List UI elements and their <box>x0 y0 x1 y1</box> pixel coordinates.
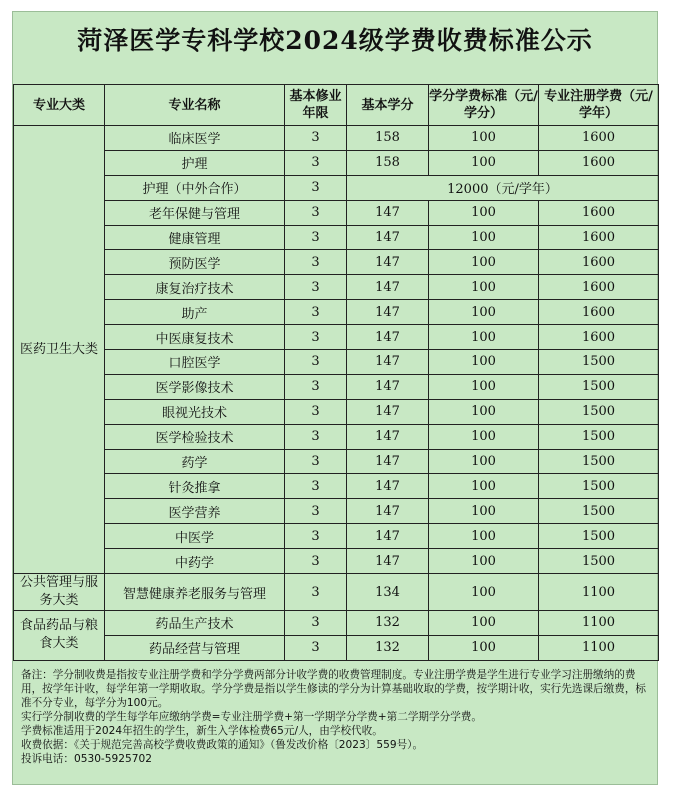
years-cell: 3 <box>285 275 347 300</box>
years-cell: 3 <box>285 175 347 200</box>
reg-fee-cell: 1500 <box>539 424 659 449</box>
merged-fee-cell: 12000（元/学年） <box>347 175 659 200</box>
reg-fee-cell: 1100 <box>539 574 659 611</box>
credit-fee-cell: 100 <box>429 611 539 636</box>
years-cell: 3 <box>285 635 347 660</box>
major-cell: 药品生产技术 <box>105 611 285 636</box>
table-row <box>14 399 659 424</box>
years-cell: 3 <box>285 225 347 250</box>
table-row <box>14 250 659 275</box>
years-cell: 3 <box>285 250 347 275</box>
credits-cell: 147 <box>347 524 429 549</box>
reg-fee-cell: 1500 <box>539 474 659 499</box>
credits-cell: 147 <box>347 250 429 275</box>
reg-fee-cell: 1600 <box>539 300 659 325</box>
credits-cell: 147 <box>347 200 429 225</box>
table-row <box>14 374 659 399</box>
table-row <box>14 325 659 350</box>
note-line: 学费标准适用于2024年招生的学生，新生入学体检费65元/人，由学校代收。 <box>21 725 383 737</box>
notes-section <box>21 668 653 766</box>
table-row <box>14 611 659 636</box>
reg-fee-cell: 1500 <box>539 549 659 574</box>
table-row <box>14 635 659 660</box>
note-line: 实行学分制收费的学生每学年应缴纳学费=专业注册学费+第一学期学分学费+第二学期学分学费。 <box>21 711 482 723</box>
years-cell: 3 <box>285 200 347 225</box>
credit-fee-cell: 100 <box>429 126 539 151</box>
years-cell: 3 <box>285 499 347 524</box>
credit-fee-cell: 100 <box>429 524 539 549</box>
credits-cell: 158 <box>347 150 429 175</box>
credit-fee-cell: 100 <box>429 549 539 574</box>
credits-cell: 147 <box>347 399 429 424</box>
major-cell: 康复治疗技术 <box>105 275 285 300</box>
major-cell: 助产 <box>105 300 285 325</box>
major-cell: 药品经营与管理 <box>105 635 285 660</box>
reg-fee-cell: 1600 <box>539 225 659 250</box>
credits-cell: 147 <box>347 325 429 350</box>
credits-cell: 147 <box>347 350 429 375</box>
table-row <box>14 524 659 549</box>
header-years: 基本修业年限 <box>285 85 347 126</box>
table-row <box>14 225 659 250</box>
major-cell: 中医康复技术 <box>105 325 285 350</box>
note-line: 备注：学分制收费是指按专业注册学费和学分学费两部分计收学费的收费管理制度。专业注册学费是学生进行专业学习注册缴纳的费用，按学年计收，每学年第一学期收取。学分学费是指以学生修读的学分为计算基础收取的学费，按学期计收，实行先选课后缴费，标准不分专业，每学分为100元。 <box>21 669 647 709</box>
credit-fee-cell: 100 <box>429 225 539 250</box>
reg-fee-cell: 1500 <box>539 399 659 424</box>
years-cell: 3 <box>285 611 347 636</box>
page-title: 菏泽医学专科学校2024级学费收费标准公示 <box>77 26 593 55</box>
credits-cell: 134 <box>347 574 429 611</box>
reg-fee-cell: 1600 <box>539 325 659 350</box>
reg-fee-cell: 1500 <box>539 350 659 375</box>
years-cell: 3 <box>285 325 347 350</box>
table-row <box>14 574 659 611</box>
major-cell: 智慧健康养老服务与管理 <box>105 574 285 611</box>
credits-cell: 147 <box>347 374 429 399</box>
credits-cell: 132 <box>347 635 429 660</box>
reg-fee-cell: 1600 <box>539 126 659 151</box>
credits-cell: 147 <box>347 225 429 250</box>
credits-cell: 147 <box>347 424 429 449</box>
category-cell: 医药卫生大类 <box>14 126 105 574</box>
table-row <box>14 275 659 300</box>
credits-cell: 132 <box>347 611 429 636</box>
credits-cell: 147 <box>347 275 429 300</box>
table-row <box>14 474 659 499</box>
table-row <box>14 424 659 449</box>
fee-table <box>13 84 659 661</box>
major-cell: 护理 <box>105 150 285 175</box>
note-line: 收费依据：《关于规范完善高校学费收费政策的通知》（鲁发改价格〔2023〕559号）。 <box>21 739 424 751</box>
table-row <box>14 549 659 574</box>
years-cell: 3 <box>285 374 347 399</box>
major-cell: 医学检验技术 <box>105 424 285 449</box>
years-cell: 3 <box>285 449 347 474</box>
credit-fee-cell: 100 <box>429 250 539 275</box>
major-cell: 药学 <box>105 449 285 474</box>
years-cell: 3 <box>285 424 347 449</box>
table-row <box>14 449 659 474</box>
years-cell: 3 <box>285 574 347 611</box>
credit-fee-cell: 100 <box>429 300 539 325</box>
header-reg-fee: 专业注册学费（元/学年） <box>539 85 659 126</box>
table-header-row <box>14 85 659 126</box>
credit-fee-cell: 100 <box>429 275 539 300</box>
credit-fee-cell: 100 <box>429 150 539 175</box>
reg-fee-cell: 1600 <box>539 200 659 225</box>
major-cell: 医学营养 <box>105 499 285 524</box>
credit-fee-cell: 100 <box>429 200 539 225</box>
major-cell: 医学影像技术 <box>105 374 285 399</box>
credits-cell: 147 <box>347 499 429 524</box>
header-major: 专业名称 <box>105 85 285 126</box>
years-cell: 3 <box>285 474 347 499</box>
years-cell: 3 <box>285 399 347 424</box>
years-cell: 3 <box>285 549 347 574</box>
reg-fee-cell: 1500 <box>539 374 659 399</box>
credits-cell: 147 <box>347 549 429 574</box>
table-row <box>14 499 659 524</box>
major-cell: 眼视光技术 <box>105 399 285 424</box>
note-line: 投诉电话：0530-5925702 <box>21 753 152 765</box>
header-category: 专业大类 <box>14 85 105 126</box>
table-row <box>14 350 659 375</box>
reg-fee-cell: 1600 <box>539 250 659 275</box>
major-cell: 老年保健与管理 <box>105 200 285 225</box>
major-cell: 护理（中外合作） <box>105 175 285 200</box>
table-row <box>14 150 659 175</box>
reg-fee-cell: 1100 <box>539 611 659 636</box>
category-cell: 公共管理与服务大类 <box>14 574 105 611</box>
years-cell: 3 <box>285 524 347 549</box>
credit-fee-cell: 100 <box>429 635 539 660</box>
reg-fee-cell: 1500 <box>539 499 659 524</box>
credit-fee-cell: 100 <box>429 424 539 449</box>
credit-fee-cell: 100 <box>429 350 539 375</box>
credit-fee-cell: 100 <box>429 474 539 499</box>
credits-cell: 147 <box>347 474 429 499</box>
table-row <box>14 300 659 325</box>
fee-table-body <box>14 126 659 661</box>
years-cell: 3 <box>285 126 347 151</box>
header-credits: 基本学分 <box>347 85 429 126</box>
credit-fee-cell: 100 <box>429 574 539 611</box>
credits-cell: 158 <box>347 126 429 151</box>
years-cell: 3 <box>285 350 347 375</box>
credit-fee-cell: 100 <box>429 449 539 474</box>
credit-fee-cell: 100 <box>429 499 539 524</box>
table-row <box>14 175 659 200</box>
reg-fee-cell: 1600 <box>539 275 659 300</box>
major-cell: 临床医学 <box>105 126 285 151</box>
credit-fee-cell: 100 <box>429 374 539 399</box>
major-cell: 口腔医学 <box>105 350 285 375</box>
reg-fee-cell: 1600 <box>539 150 659 175</box>
credits-cell: 147 <box>347 300 429 325</box>
table-row <box>14 200 659 225</box>
reg-fee-cell: 1100 <box>539 635 659 660</box>
table-row <box>14 126 659 151</box>
header-credit-fee: 学分学费标准（元/学分） <box>429 85 539 126</box>
years-cell: 3 <box>285 300 347 325</box>
major-cell: 中药学 <box>105 549 285 574</box>
major-cell: 预防医学 <box>105 250 285 275</box>
credits-cell: 147 <box>347 449 429 474</box>
years-cell: 3 <box>285 150 347 175</box>
credit-fee-cell: 100 <box>429 399 539 424</box>
reg-fee-cell: 1500 <box>539 449 659 474</box>
credit-fee-cell: 100 <box>429 325 539 350</box>
fee-notice-card <box>12 11 658 785</box>
reg-fee-cell: 1500 <box>539 524 659 549</box>
major-cell: 健康管理 <box>105 225 285 250</box>
major-cell: 针灸推拿 <box>105 474 285 499</box>
category-cell: 食品药品与粮食大类 <box>14 611 105 661</box>
major-cell: 中医学 <box>105 524 285 549</box>
